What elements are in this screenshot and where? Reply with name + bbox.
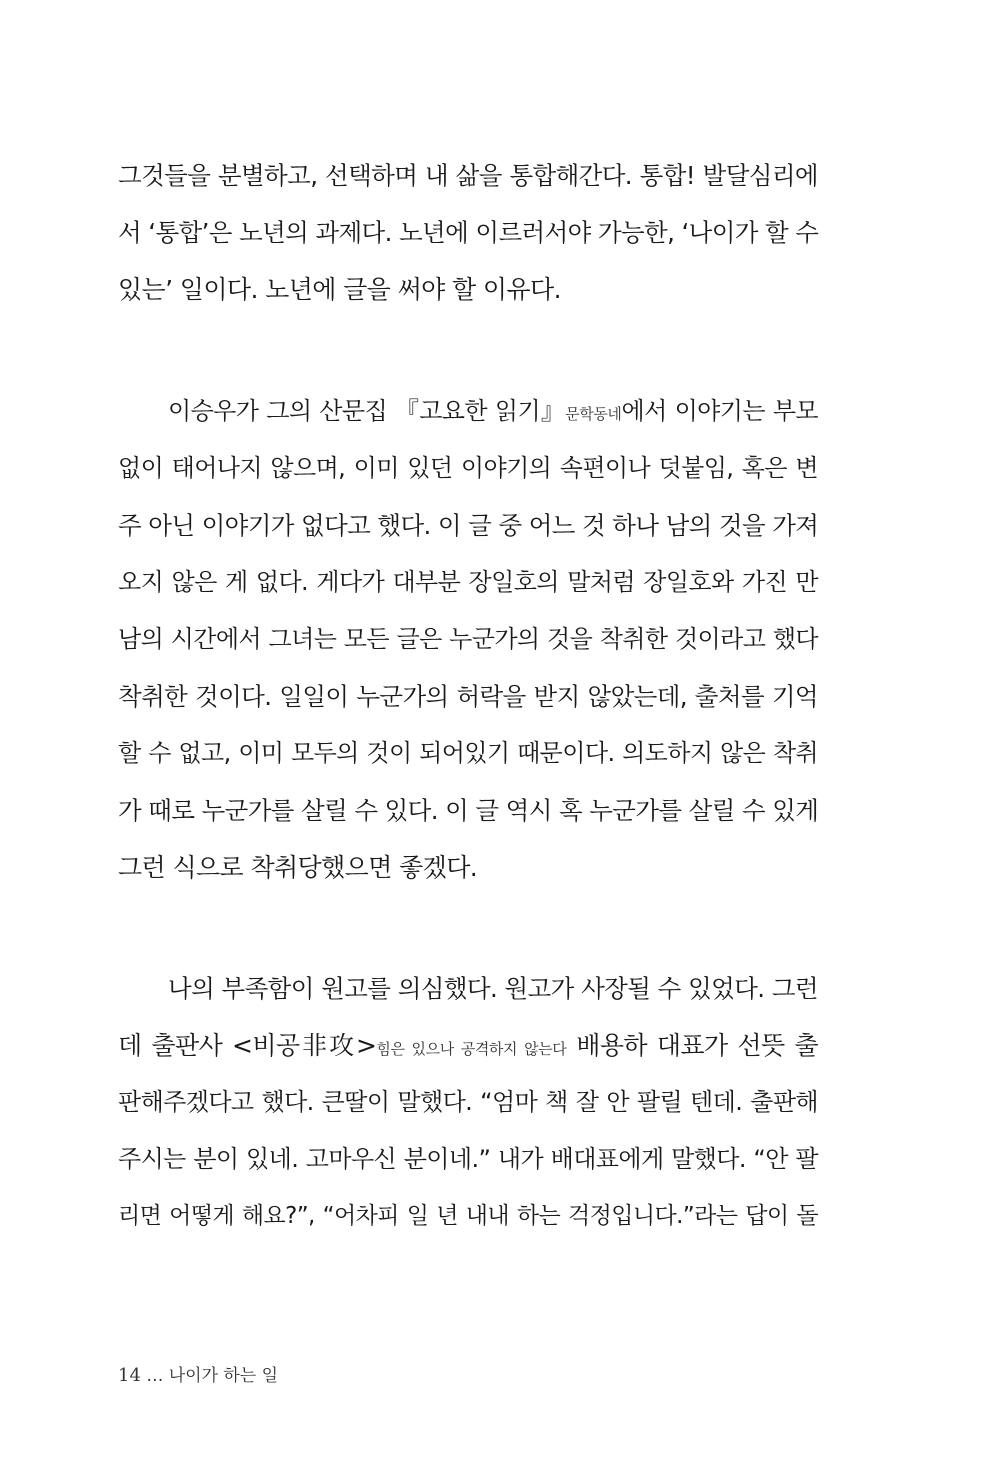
- page-number: 14: [118, 1365, 141, 1386]
- text-line: [118, 383, 818, 440]
- page-footer: [118, 1364, 278, 1388]
- footer-separator: …: [146, 1366, 164, 1386]
- text-line: 주 아닌 이야기가 없다고 했다. 이 글 중 어느 것 하나 남의 것을 가져: [118, 511, 819, 540]
- text-segment: 이승우가 그의 산문집 『고요한 읽기』: [168, 397, 566, 425]
- text-segment: 에서 이야기는 부모: [621, 397, 818, 425]
- text-line: 가 때로 누군가를 살릴 수 있다. 이 글 역시 혹 누군가를 살릴 수 있게: [118, 796, 819, 825]
- running-title: 나이가 하는 일: [168, 1366, 279, 1386]
- text-line: 주시는 분이 있네. 고마우신 분이네.” 내가 배대표에게 말했다. “안 팔: [118, 1145, 818, 1173]
- text-line: 그것들을 분별하고, 선택하며 내 삶을 통합해간다. 통합! 발달심리에: [118, 161, 818, 190]
- paragraph-1: [118, 147, 818, 318]
- text-line: 그런 식으로 착취당했으면 좋겠다.: [118, 853, 478, 882]
- text-segment: 배용하 대표가 선뜻 출: [566, 1031, 819, 1060]
- text-line: 없이 태어나지 않으며, 이미 있던 이야기의 속편이나 덧붙임, 혹은 변: [118, 454, 818, 482]
- paragraph-2: [118, 383, 818, 896]
- text-line: 착취한 것이다. 일일이 누군가의 허락을 받지 않았는데, 출처를 기억: [118, 682, 818, 711]
- publisher-note: 문학동네: [565, 405, 622, 423]
- text-line: 오지 않은 게 없다. 게다가 대부분 장일호의 말처럼 장일호와 가진 만: [118, 568, 818, 596]
- text-line: 있는’ 일이다. 노년에 글을 써야 할 이유다.: [118, 275, 561, 304]
- text-line: 나의 부족함이 원고를 의심했다. 원고가 사장될 수 있었다. 그런: [168, 974, 818, 1003]
- text-line: 남의 시간에서 그녀는 모든 글은 누군가의 것을 착취한 것이라고 했다: [118, 625, 818, 653]
- text-line: 할 수 없고, 이미 모두의 것이 되어있기 때문이다. 의도하지 않은 착취: [118, 739, 818, 767]
- text-segment: 데 출판사 <비공非攻>: [118, 1031, 377, 1060]
- paragraph-3: [118, 960, 818, 1245]
- text-line: 판해주겠다고 했다. 큰딸이 말했다. “엄마 책 잘 안 팔릴 텐데. 출판해: [118, 1088, 818, 1116]
- publisher-note: 힘은 있으나 공격하지 않는다: [376, 1040, 567, 1058]
- text-line: 리면 어떻게 해요?”, “어차피 일 년 내내 하는 걱정입니다.”라는 답이 돌: [118, 1203, 818, 1229]
- text-line: [118, 1017, 818, 1074]
- text-line: 서 ‘통합’은 노년의 과제다. 노년에 이르러서야 가능한, ‘나이가 할 수: [118, 218, 819, 247]
